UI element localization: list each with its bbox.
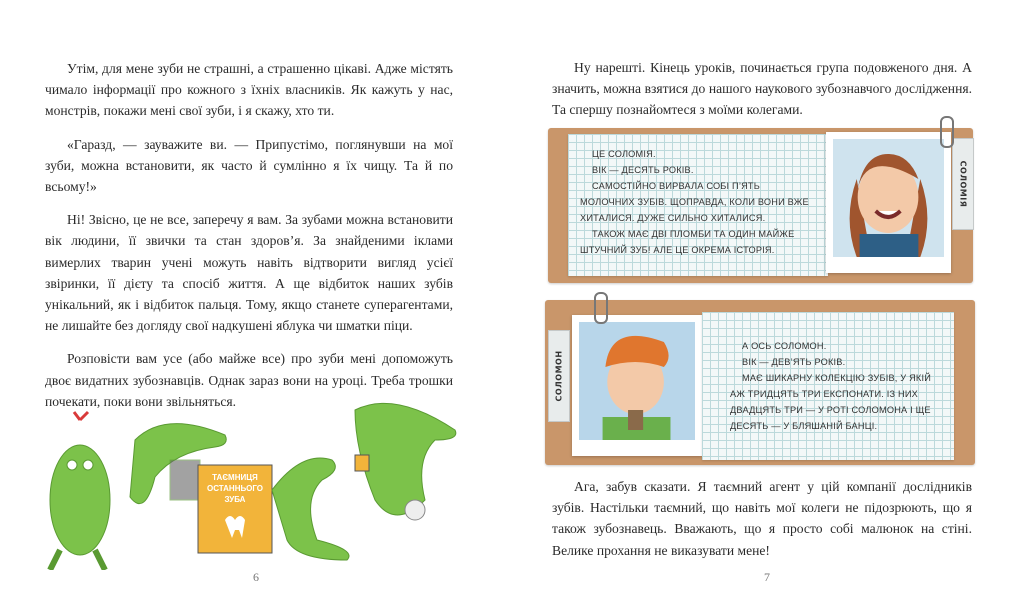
page-number: 6 [253, 570, 259, 584]
note-line: ВІК — ДЕВ’ЯТЬ РОКІВ. [742, 357, 846, 367]
note-line: А ОСЬ СОЛОМОН. [742, 341, 827, 351]
monster [50, 445, 110, 570]
note-line: САМОСТІЙНО ВИРВАЛА СОБІ П’ЯТЬ МОЛОЧНИХ ЗУБІВ. ЩОПРАВДА, КОЛИ ВОНИ ВЖЕ ХИТАЛИСЯ. ДУЖЕ СИЛЬНО ХИТАЛИСЯ. [580, 181, 809, 223]
photo-solomiia [826, 132, 951, 273]
monster [272, 403, 456, 560]
paragraph: «Гаразд, — зауважите ви. — Припустімо, поглянувши на мої зуби, можна встановити, як часто й сумлінно я їх чищу. Та й по всьому!» [45, 136, 453, 195]
right-page [512, 0, 1024, 607]
boy-portrait [579, 322, 695, 440]
paperclip-icon [594, 292, 608, 324]
page-number: 7 [764, 570, 770, 584]
cup-icon [355, 455, 369, 471]
plate-icon [405, 500, 425, 520]
name-tab: СОЛОМОН [548, 330, 570, 422]
intro-paragraph: Ну нарешті. Кінець уроків, починається група подовженого дня. А значить, можна взятися до нашого наукового зубознавчого дослідження. Та спершу познайомтеся з моїми колегами. [552, 60, 972, 118]
paragraph: Утім, для мене зуби не страшні, а страшенно цікаві. Адже містять чимало інформації про кожного з їхніх власників. Як кажуть у нас, монстрів, покажи мені свої зуби, і я скажу, хто ти. [45, 61, 453, 119]
book-title: ТАЄМНИЦЯ ОСТАННЬОГО ЗУБА [206, 473, 264, 504]
note-line: ТАКОЖ МАЄ ДВІ ПЛОМБИ ТА ОДИН МАЙЖЕ ШТУЧНИЙ ЗУБ! АЛЕ ЦЕ ОКРЕМА ІСТОРІЯ. [580, 229, 795, 255]
paragraph: Ні! Звісно, це не все, заперечу я вам. За зубами можна встановити вік людини, її звички та стан здоров’я. За знайденими іклами вимерлих тварин учені можуть навіть відтворити вигляд усієї звіринки, її дієту та спосіб життя. А ще відбиток наших зубів унікальний, як і відбиток пальця. Тому, якщо станете суперагентами, не лишайте без догляду свої надкушені яблука чи шматки піци. [45, 212, 453, 334]
girl-portrait [833, 139, 944, 257]
note-line: ВІК — ДЕСЯТЬ РОКІВ. [592, 165, 694, 175]
bow-icon [74, 412, 88, 420]
outro-paragraph: Ага, забув сказати. Я таємний агент у цій компанії дослідників зубів. Настільки таємний, що навіть мої колеги не підозрюють, що я також зубознавець. Вважають, що я просто собі малюнок на стіні. Велике прохання не виказувати мене! [552, 479, 972, 558]
note-line: МАЄ ШИКАРНУ КОЛЕКЦІЮ ЗУБІВ, У ЯКІЙ АЖ ТРИДЦЯТЬ ТРИ ЕКСПОНАТИ. ІЗ НИХ ДВАДЦЯТЬ ТРИ — У РОТІ СОЛОМОНА І ЩЕ ДЕСЯТЬ — У БЛЯШАНІЙ БАНЦІ. [730, 373, 932, 431]
monsters-illustration [20, 370, 500, 570]
photo-solomon [572, 315, 702, 456]
name-tab: СОЛОМІЯ [952, 138, 974, 230]
note-line: ЦЕ СОЛОМІЯ. [592, 149, 656, 159]
paperclip-icon [940, 116, 954, 148]
paragraph: Розповісти вам усе (або майже все) про зуби мені допоможуть двоє видатних зубознавців. Однак зараз вони на уроці. Треба трошки почекати, поки вони звільняться. [45, 351, 453, 409]
